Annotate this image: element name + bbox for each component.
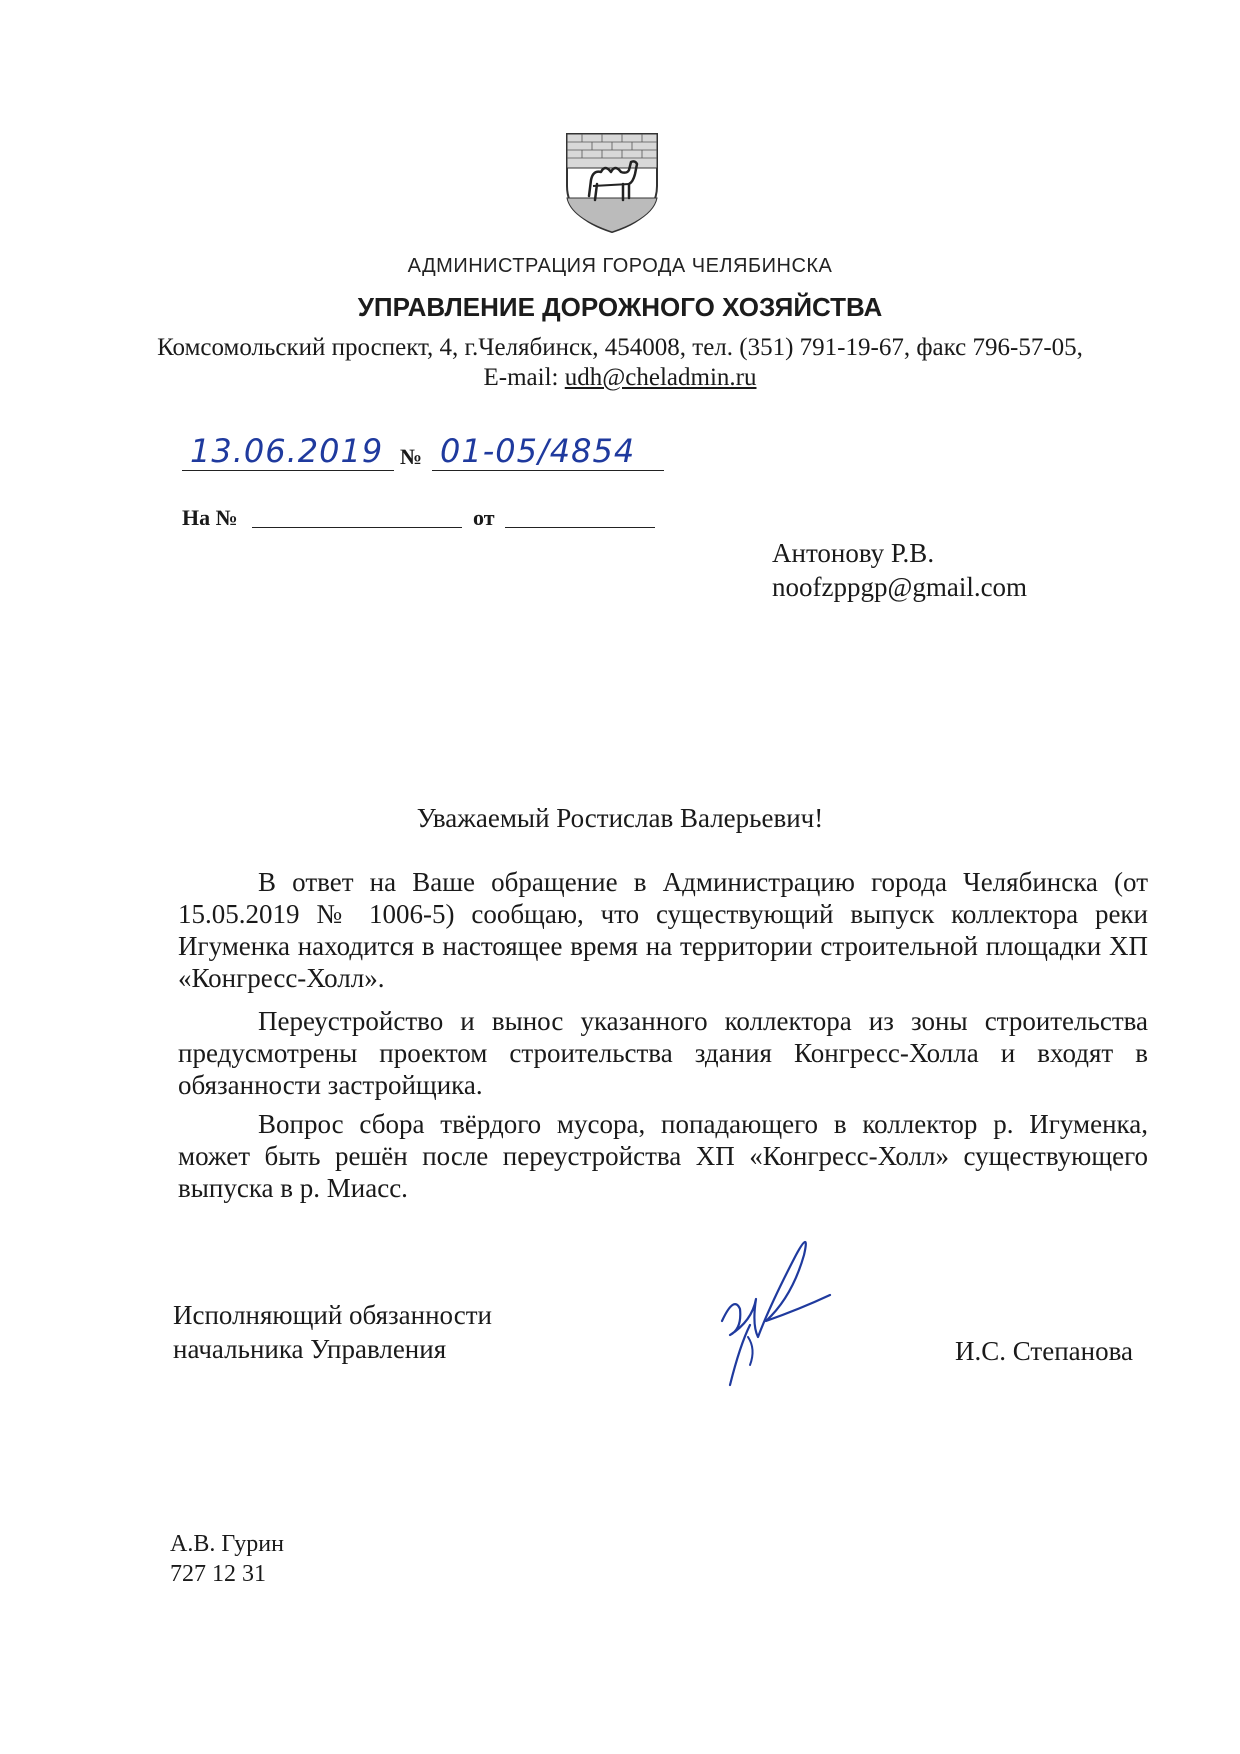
body-paragraph-text: В ответ на Ваше обращение в Администрацию города Челябинска (от 15.05.2019 № 1006-5) сообщаю, что существующий выпуск коллектора реки Игуменка находится в настоящее время на территории строительной площадки ХП «Конгресс-Холл». bbox=[178, 867, 1148, 993]
executor-name: А.В. Гурин bbox=[170, 1531, 284, 1557]
reference-date-blank bbox=[505, 527, 655, 528]
reference-date-label: от bbox=[473, 505, 495, 530]
body-paragraph bbox=[178, 866, 1148, 994]
org-email-label: E-mail: bbox=[483, 364, 559, 391]
addressee-name: Антонову Р.В. bbox=[772, 538, 935, 568]
handwritten-signature bbox=[700, 1225, 850, 1395]
executor-phone: 727 12 31 bbox=[170, 1561, 266, 1587]
org-email-line bbox=[0, 364, 1240, 392]
registration-date-underline bbox=[182, 470, 394, 471]
org-department-title: УПРАВЛЕНИЕ ДОРОЖНОГО ХОЗЯЙСТВА bbox=[357, 292, 883, 322]
registration-number: 01-05/4854 bbox=[440, 432, 636, 470]
body-paragraph-text: Вопрос сбора твёрдого мусора, попадающего в коллектор р. Игуменка, может быть решён после переустройства ХП «Конгресс-Холл» существующего выпуска в р. Миасс. bbox=[178, 1109, 1148, 1203]
salutation: Уважаемый Ростислав Валерьевич! bbox=[416, 803, 824, 833]
body-paragraph bbox=[178, 1108, 1148, 1204]
registration-number-label: № bbox=[400, 444, 423, 469]
reference-number-label: На № bbox=[182, 505, 238, 530]
org-email-link[interactable]: udh@cheladmin.ru bbox=[564, 364, 757, 391]
body-paragraph bbox=[178, 1005, 1148, 1101]
body-paragraph-text: Переустройство и вынос указанного коллектора из зоны строительства предусмотрены проектом строительства здания Конгресс-Холла и входят в обязанности застройщика. bbox=[178, 1006, 1148, 1100]
chelyabinsk-coat-of-arms-icon bbox=[557, 126, 667, 236]
registration-date: 13.06.2019 bbox=[190, 432, 384, 470]
addressee-email: noofzppgp@gmail.com bbox=[772, 572, 1028, 602]
org-admin-title: АДМИНИСТРАЦИЯ ГОРОДА ЧЕЛЯБИНСКА bbox=[407, 255, 833, 277]
signer-title-line-1: Исполняющий обязанности bbox=[173, 1300, 492, 1330]
reference-number-blank bbox=[252, 527, 462, 528]
registration-number-underline bbox=[432, 470, 664, 471]
signer-name: И.С. Степанова bbox=[955, 1336, 1133, 1366]
signer-title-line-2: начальника Управления bbox=[173, 1334, 447, 1364]
org-address: Комсомольский проспект, 4, г.Челябинск, 454008, тел. (351) 791-19-67, факс 796-57-05, bbox=[157, 334, 1083, 361]
